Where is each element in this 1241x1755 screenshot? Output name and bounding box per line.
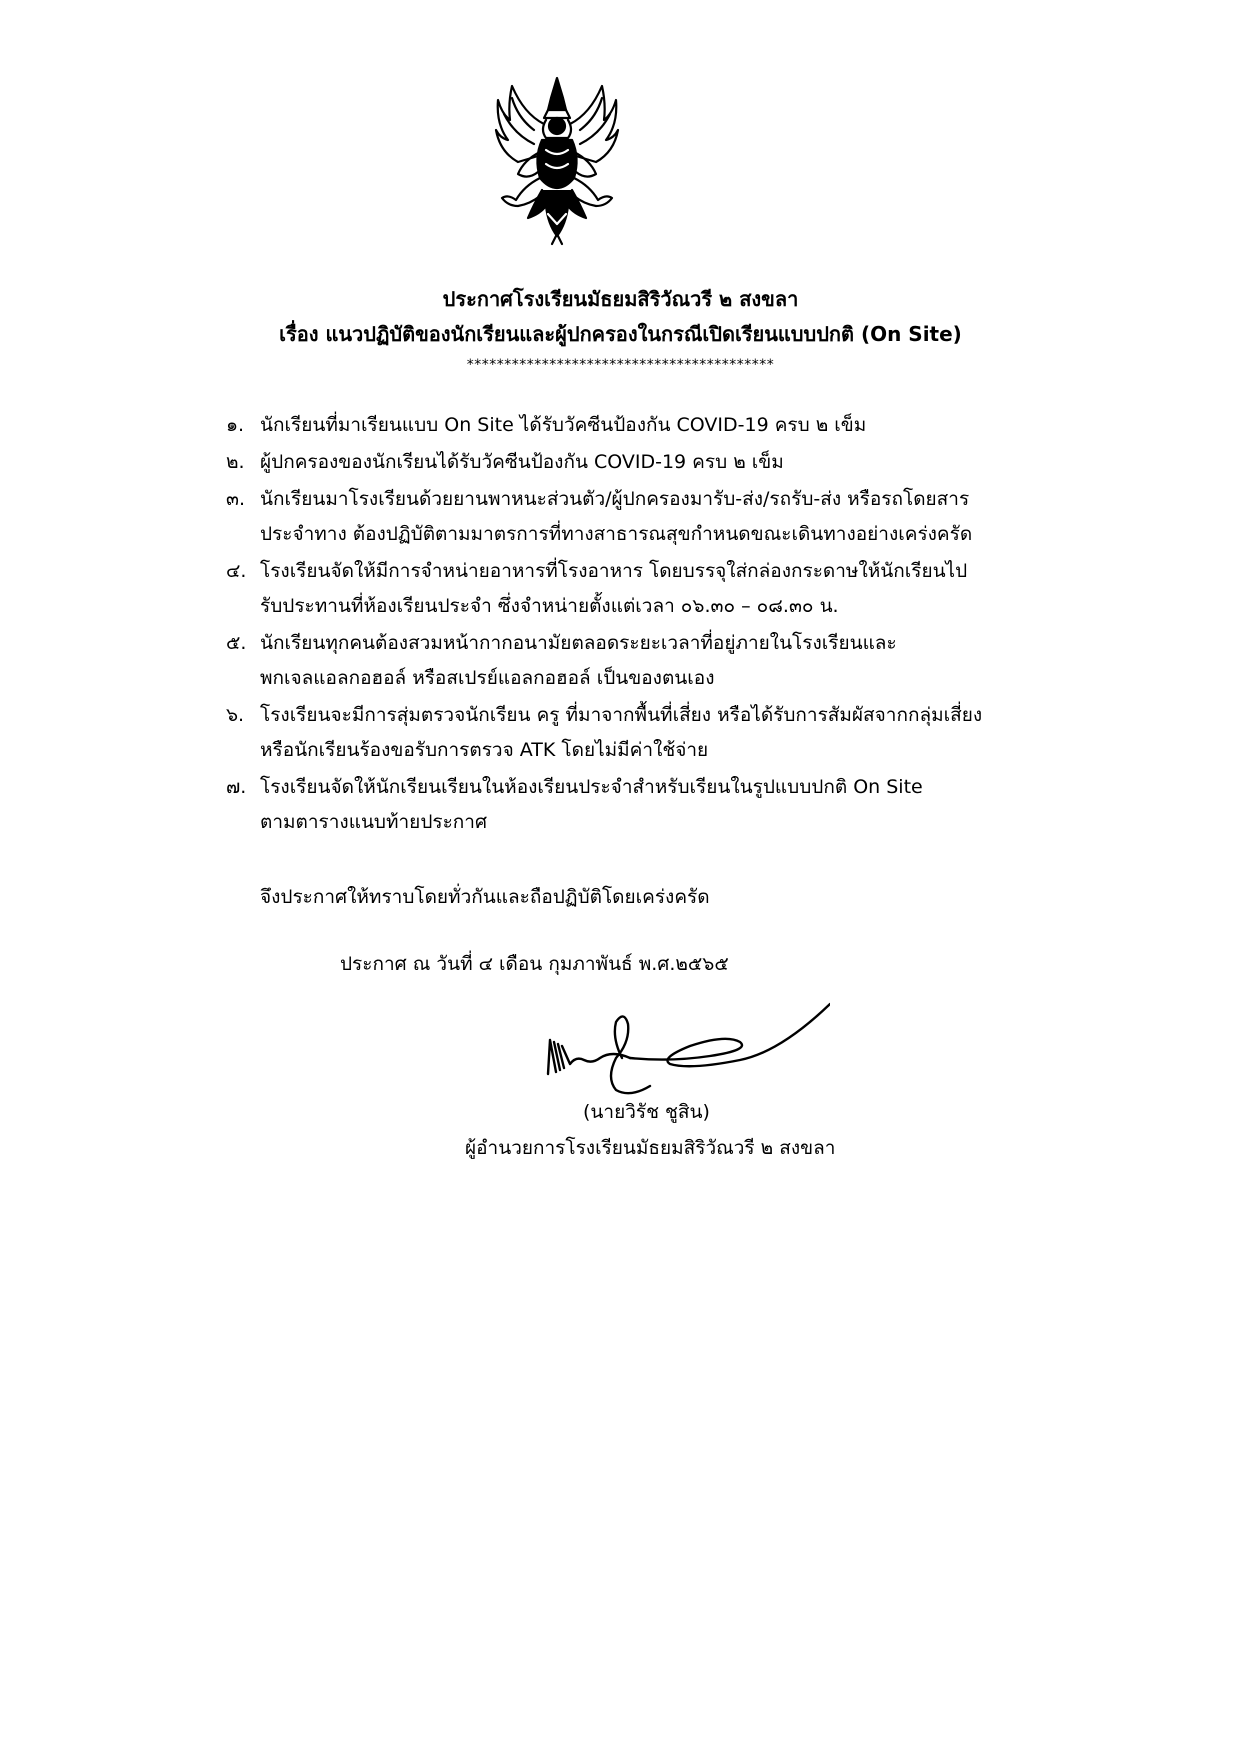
list-item [226,770,1066,840]
announcement-date: ประกาศ ณ วันที่ ๔ เดือน กุมภาพันธ์ พ.ศ.๒๕๖๕ [340,953,729,975]
signer-name: (นายวิรัช ชูสิน) [583,1101,710,1123]
announcement-subject: เรื่อง แนวปฏิบัติของนักเรียนและผู้ปกครองในกรณีเปิดเรียนแบบปกติ (On Site) [279,322,962,346]
list-item [226,445,1066,480]
item-text: ผู้ปกครองของนักเรียนได้รับวัคซีนป้องกัน COVID-19 ครบ ๒ เข็ม [260,451,784,473]
item-text: นักเรียนที่มาเรียนแบบ On Site ได้รับวัคซีนป้องกัน COVID-19 ครบ ๒ เข็ม [260,414,867,436]
list-item [226,554,1066,624]
item-text-continued: ประจำทาง ต้องปฏิบัติตามมาตรการที่ทางสาธารณสุขกำหนดขณะเดินทางอย่างเคร่งครัด [260,523,973,545]
item-number: ๕. [226,632,247,654]
list-item [226,482,1066,552]
item-number: ๒. [226,451,245,473]
item-number: ๔. [226,560,247,582]
list-item [226,626,1066,696]
item-text: นักเรียนทุกคนต้องสวมหน้ากากอนามัยตลอดระยะเวลาที่อยู่ภายในโรงเรียนและ [260,632,897,654]
item-text-continued: ตามตารางแนบท้ายประกาศ [260,811,488,833]
item-text: โรงเรียนจัดให้นักเรียนเรียนในห้องเรียนประจำสำหรับเรียนในรูปแบบปกติ On Site [260,776,923,798]
closing-statement: จึงประกาศให้ทราบโดยทั่วกันและถือปฏิบัติโดยเคร่งครัด [260,886,710,908]
item-number: ๖. [226,704,245,726]
item-text-continued: หรือนักเรียนร้องขอรับการตรวจ ATK โดยไม่มีค่าใช้จ่าย [260,739,709,761]
item-text: โรงเรียนจัดให้มีการจำหน่ายอาหารที่โรงอาหาร โดยบรรจุใส่กล่องกระดาษให้นักเรียนไป [260,560,968,582]
signer-position: ผู้อำนวยการโรงเรียนมัธยมสิริวัณวรี ๒ สงขลา [465,1137,836,1159]
list-item [226,698,1066,768]
garuda-emblem-icon [494,74,620,250]
announcement-title: ประกาศโรงเรียนมัธยมสิริวัณวรี ๒ สงขลา [442,287,799,311]
item-number: ๗. [226,776,247,798]
separator-line: ***************************************** [466,357,775,373]
handwritten-signature-icon [540,1002,830,1102]
item-number: ๑. [226,414,245,436]
item-text: นักเรียนมาโรงเรียนด้วยยานพาหนะส่วนตัว/ผู้ปกครองมารับ-ส่ง/รถรับ-ส่ง หรือรถโดยสาร [260,488,970,510]
list-item [226,408,1066,443]
item-text: โรงเรียนจะมีการสุ่มตรวจนักเรียน ครู ที่มาจากพื้นที่เสี่ยง หรือได้รับการสัมผัสจากกลุ่มเสี่ยง [260,704,983,726]
item-text-continued: รับประทานที่ห้องเรียนประจำ ซึ่งจำหน่ายตั้งแต่เวลา ๐๖.๓๐ – ๐๘.๓๐ น. [260,595,839,617]
item-number: ๓. [226,488,246,510]
item-text-continued: พกเจลแอลกอฮอล์ หรือสเปรย์แอลกอฮอล์ เป็นของตนเอง [260,667,715,689]
guideline-list [226,408,1066,842]
